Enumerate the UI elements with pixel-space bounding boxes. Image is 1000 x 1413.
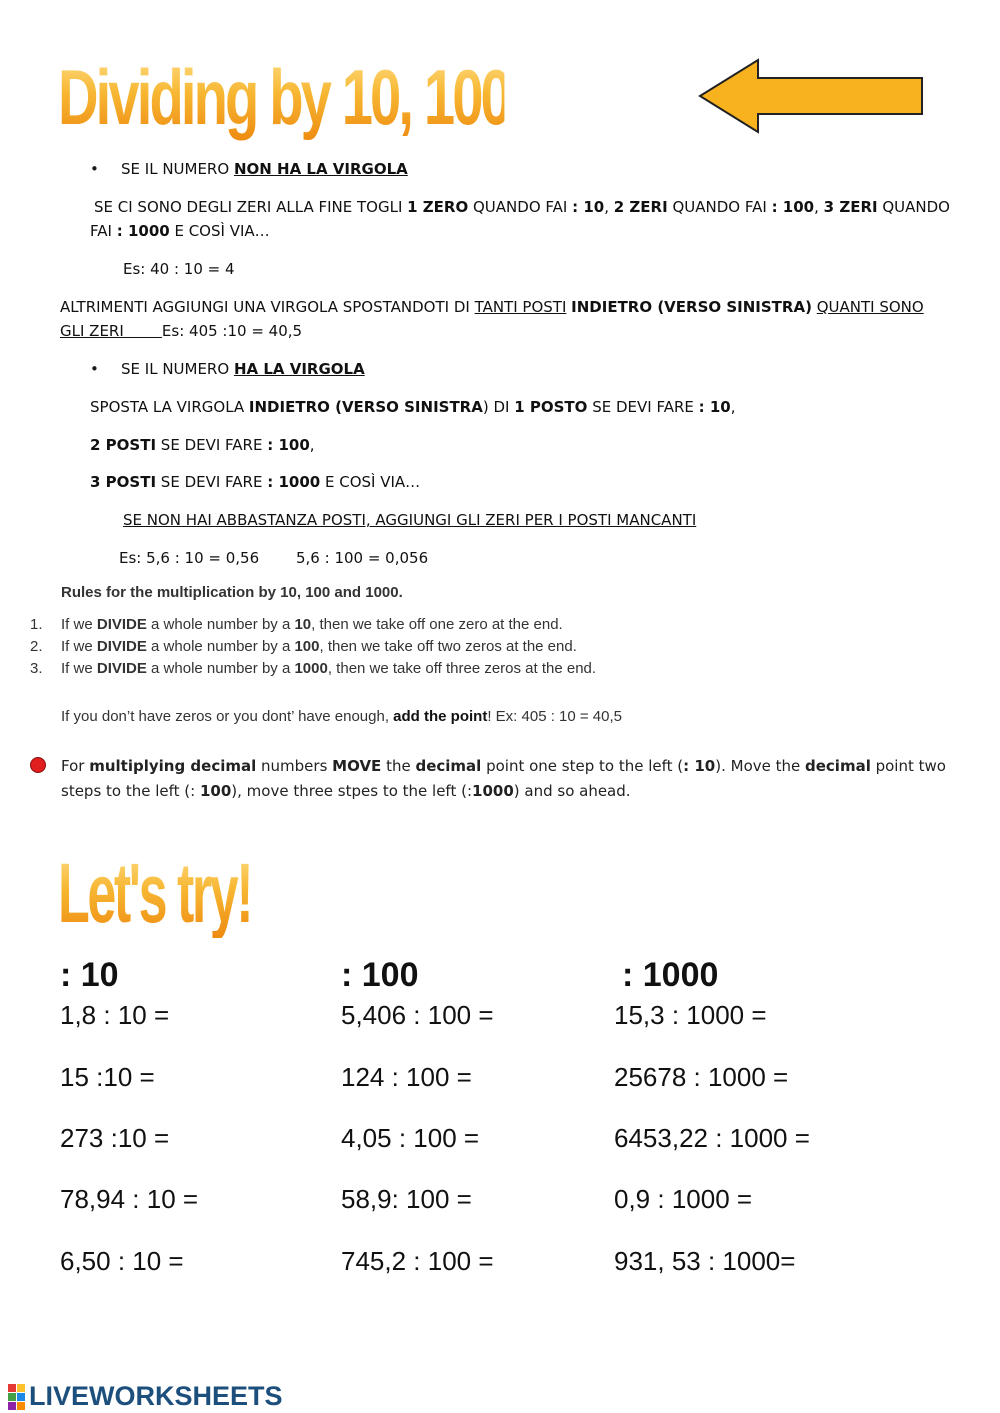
exercise: 0,9 : 1000 = — [614, 1184, 753, 1214]
exercise: 78,94 : 10 = — [60, 1184, 199, 1214]
exercise: 124 : 100 = — [341, 1062, 472, 1092]
exercise: 6453,22 : 1000 = — [614, 1123, 810, 1153]
rule-number: 3. — [30, 660, 43, 677]
left-arrow-icon — [698, 58, 926, 136]
exercise: 15,3 : 1000 = — [614, 1000, 767, 1030]
move-two-places: 2 POSTI SE DEVI FARE : 100, — [90, 436, 315, 454]
else-line1: ALTRIMENTI AGGIUNGI UNA VIRGOLA SPOSTANDOTI DI TANTI POSTI INDIETRO (VERSO SINISTRA) QUANTI SONO — [60, 298, 924, 316]
move-three-places: 3 POSTI SE DEVI FARE : 1000 E COSÌ VIA… — [90, 473, 421, 491]
logo-text: LIVEWORKSHEETS — [29, 1381, 283, 1411]
lets-try-heading: Let's try! — [58, 848, 318, 938]
no-zeros-note: If you don’t have zeros or you dont’ have enough, add the point! Ex: 405 : 10 = 40,5 — [61, 708, 623, 725]
exercise: 58,9: 100 = — [341, 1184, 472, 1214]
rules-title: Rules for the multiplication by 10, 100 and 1000. — [61, 584, 403, 601]
exercise: 25678 : 1000 = — [614, 1062, 789, 1092]
bullet-dot: • — [90, 360, 99, 378]
example-5-6-by-10: Es: 5,6 : 10 = 0,56 — [119, 549, 260, 567]
logo-squares-icon — [8, 1384, 25, 1410]
exercise: 273 :10 = — [60, 1123, 170, 1153]
example-5-6-by-100: 5,6 : 100 = 0,056 — [296, 549, 429, 567]
missing-places-note: SE NON HAI ABBASTANZA POSTI, AGGIUNGI GLI ZERI PER I POSTI MANCANTI — [123, 511, 697, 529]
red-bullet-icon — [30, 757, 46, 773]
rule-number: 1. — [30, 616, 43, 633]
page-title: Dividing by 10, 100, 1000 — [58, 53, 648, 141]
column-header-1000: : 1000 — [622, 956, 719, 994]
column-header-10: : 10 — [60, 956, 119, 994]
column-header-100: : 100 — [341, 956, 419, 994]
rule-item: If we DIVIDE a whole number by a 1000, then we take off three zeros at the end. — [61, 660, 597, 677]
exercise: 931, 53 : 1000= — [614, 1246, 796, 1276]
bullet-dot: • — [90, 160, 99, 178]
exercise: 4,05 : 100 = — [341, 1123, 480, 1153]
rule-zeros-line2: FAI : 1000 E COSÌ VIA… — [90, 222, 270, 240]
liveworksheets-logo — [8, 1381, 283, 1412]
rule-number: 2. — [30, 638, 43, 655]
exercise: 1,8 : 10 = — [60, 1000, 170, 1030]
bullet-no-comma: SE IL NUMERO NON HA LA VIRGOLA — [121, 160, 408, 178]
exercise: 5,406 : 100 = — [341, 1000, 494, 1030]
bullet-with-comma: SE IL NUMERO HA LA VIRGOLA — [121, 360, 365, 378]
decimal-rule-line2: steps to the left (: 100), move three stpes to the left (:1000) and so ahead. — [61, 782, 631, 800]
exercise: 15 :10 = — [60, 1062, 155, 1092]
rule-item: If we DIVIDE a whole number by a 100, then we take off two zeros at the end. — [61, 638, 577, 655]
rule-zeros-line1: SE CI SONO DEGLI ZERI ALLA FINE TOGLI 1 ZERO QUANDO FAI : 10, 2 ZERI QUANDO FAI : 100, 3 ZERI QUANDO — [94, 198, 950, 216]
else-line2: GLI ZERI Es: 405 :10 = 40,5 — [60, 322, 303, 340]
exercise: 745,2 : 100 = — [341, 1246, 494, 1276]
exercise: 6,50 : 10 = — [60, 1246, 184, 1276]
example-40: Es: 40 : 10 = 4 — [123, 260, 235, 278]
move-one-place: SPOSTA LA VIRGOLA INDIETRO (VERSO SINISTRA) DI 1 POSTO SE DEVI FARE : 10, — [90, 398, 736, 416]
decimal-rule-line1: For multiplying decimal numbers MOVE the decimal point one step to the left (: 10). Move the decimal point two — [61, 757, 946, 775]
rule-item: If we DIVIDE a whole number by a 10, then we take off one zero at the end. — [61, 616, 563, 633]
